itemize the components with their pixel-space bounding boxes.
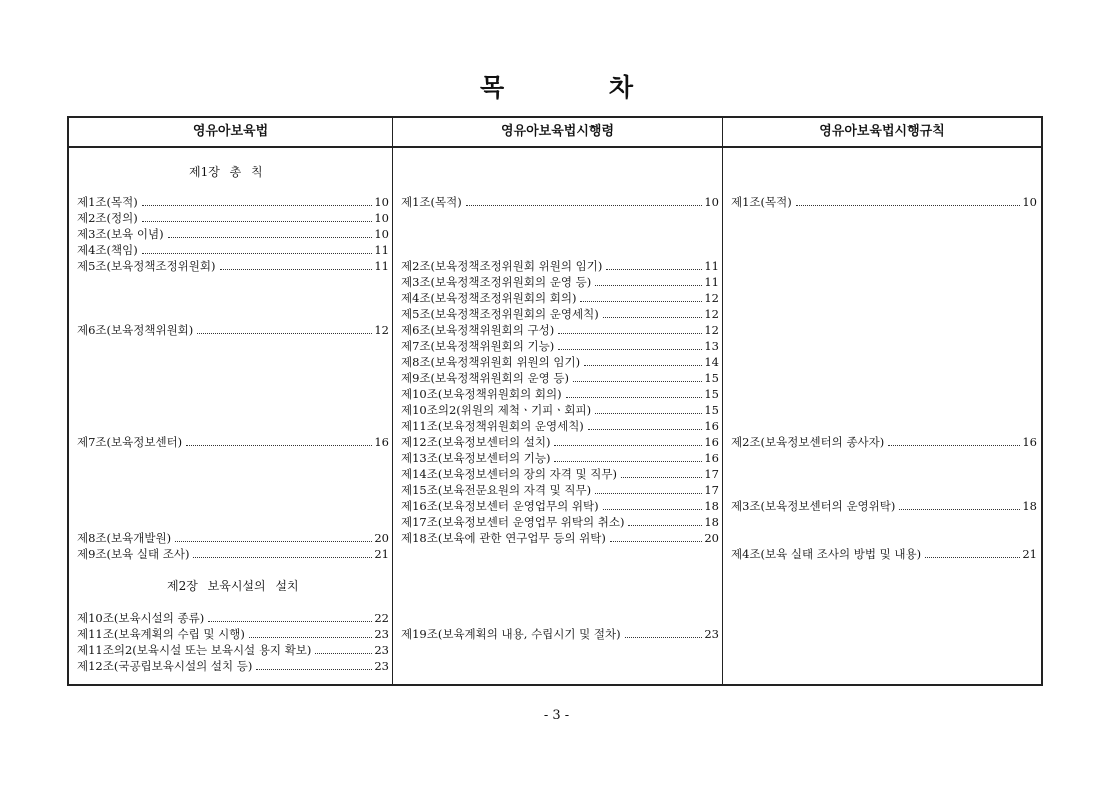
dot-leader [168, 237, 373, 238]
entry-label: 제7조(보육정보센터) [77, 435, 183, 449]
entry-label: 제10조의2(위원의 제척ㆍ기피ㆍ회피) [401, 403, 592, 417]
dot-leader [899, 509, 1020, 510]
entry-label: 제3조(보육정보센터의 운영위탁) [731, 499, 896, 513]
entry-page: 15 [704, 371, 719, 385]
entry-label: 제10조(보육시설의 종류) [77, 611, 205, 625]
dot-leader [595, 285, 702, 286]
dot-leader [558, 333, 702, 334]
entry-page: 16 [704, 435, 719, 449]
toc-entry [401, 402, 719, 418]
entry-page: 14 [704, 355, 719, 369]
dot-leader [603, 509, 703, 510]
toc-entry [401, 418, 719, 434]
entry-label: 제8조(보육정책위원회 위원의 임기) [401, 355, 581, 369]
entry-label: 제3조(보육 이념) [77, 227, 164, 241]
dot-leader [595, 413, 702, 414]
entry-page: 18 [704, 499, 719, 513]
column-header-law: 영유아보육법 [69, 118, 392, 148]
dot-leader [588, 429, 703, 430]
toc-entry [731, 498, 1037, 514]
dot-leader [193, 557, 372, 558]
toc-entry [731, 546, 1037, 562]
toc-entry [401, 370, 719, 386]
page-title: 목 차 [479, 73, 681, 102]
entry-label: 제16조(보육정보센터 운영업무의 위탁) [401, 499, 599, 513]
entry-label: 제17조(보육정보센터 운영업무 위탁의 취소) [401, 515, 625, 529]
entry-page: 12 [374, 323, 389, 337]
entry-page: 23 [704, 627, 719, 641]
entry-label: 제3조(보육정책조정위원회의 운영 등) [401, 275, 592, 289]
entry-page: 18 [704, 515, 719, 529]
dot-leader [621, 477, 702, 478]
toc-entry [77, 434, 389, 450]
toc-entry [401, 450, 719, 466]
page-number: - 3 - [543, 708, 570, 723]
entry-page: 13 [704, 339, 719, 353]
column-divider [392, 118, 393, 684]
chapter-heading: 제2장 보육시설의 설치 [167, 579, 299, 593]
toc-entry [77, 194, 389, 210]
entry-page: 17 [704, 483, 719, 497]
entry-label: 제2조(정의) [77, 211, 138, 225]
entry-page: 23 [374, 659, 389, 673]
dot-leader [175, 541, 372, 542]
toc-entry [401, 338, 719, 354]
dot-leader [142, 205, 373, 206]
toc-entry [731, 194, 1037, 210]
dot-leader [186, 445, 372, 446]
entry-label: 제19조(보육계획의 내용, 수립시기 및 절차) [401, 627, 621, 641]
toc-entry [401, 434, 719, 450]
entry-label: 제4조(책임) [77, 243, 138, 257]
entry-page: 17 [704, 467, 719, 481]
entry-label: 제7조(보육정책위원회의 기능) [401, 339, 555, 353]
dot-leader [625, 637, 703, 638]
toc-entry [401, 194, 719, 210]
entry-label: 제18조(보육에 관한 연구업무 등의 위탁) [401, 531, 606, 545]
toc-entry [401, 482, 719, 498]
entry-page: 21 [1022, 547, 1037, 561]
entry-label: 제11조(보육계획의 수립 및 시행) [77, 627, 245, 641]
dot-leader [610, 541, 702, 542]
entry-label: 제4조(보육 실태 조사의 방법 및 내용) [731, 547, 922, 561]
chapter-heading: 제1장 총 칙 [189, 165, 263, 179]
entry-label: 제1조(목적) [77, 195, 138, 209]
toc-entry [77, 210, 389, 226]
toc-entry [77, 242, 389, 258]
entry-label: 제2조(보육정보센터의 종사자) [731, 435, 885, 449]
entry-page: 10 [704, 195, 719, 209]
dot-leader [256, 669, 372, 670]
entry-label: 제6조(보육정책위원회) [77, 323, 194, 337]
toc-entry [401, 306, 719, 322]
entry-page: 16 [704, 419, 719, 433]
dot-leader [573, 381, 702, 382]
dot-leader [566, 397, 703, 398]
entry-label: 제11조(보육정책위원회의 운영세칙) [401, 419, 584, 433]
entry-page: 10 [374, 227, 389, 241]
entry-page: 11 [374, 259, 389, 273]
dot-leader [466, 205, 703, 206]
dot-leader [554, 461, 702, 462]
toc-entry [77, 322, 389, 338]
entry-page: 16 [374, 435, 389, 449]
dot-leader [584, 365, 702, 366]
entry-page: 10 [374, 195, 389, 209]
dot-leader [197, 333, 372, 334]
entry-label: 제10조(보육정책위원회의 회의) [401, 387, 562, 401]
toc-entry [401, 466, 719, 482]
toc-entry [401, 290, 719, 306]
entry-page: 15 [704, 387, 719, 401]
toc-entry [401, 530, 719, 546]
entry-page: 16 [704, 451, 719, 465]
column-divider [722, 118, 723, 684]
entry-page: 16 [1022, 435, 1037, 449]
toc-entry [401, 258, 719, 274]
dot-leader [554, 445, 702, 446]
entry-label: 제12조(국공립보육시설의 설치 등) [77, 659, 253, 673]
dot-leader [220, 269, 373, 270]
toc-entry [77, 626, 389, 642]
dot-leader [208, 621, 372, 622]
entry-page: 20 [704, 531, 719, 545]
dot-leader [603, 317, 703, 318]
entry-label: 제1조(목적) [401, 195, 462, 209]
entry-label: 제5조(보육정책조정위원회) [77, 259, 216, 273]
dot-leader [142, 253, 373, 254]
toc-entry [731, 434, 1037, 450]
column-header-rule: 영유아보육법시행규칙 [723, 118, 1041, 148]
toc-entry [77, 642, 389, 658]
entry-label: 제5조(보육정책조정위원회의 운영세칙) [401, 307, 599, 321]
dot-leader [580, 301, 702, 302]
entry-page: 12 [704, 323, 719, 337]
toc-entry [77, 530, 389, 546]
entry-page: 21 [374, 547, 389, 561]
entry-label: 제15조(보육전문요원의 자격 및 직무) [401, 483, 592, 497]
entry-page: 11 [704, 275, 719, 289]
toc-entry [401, 322, 719, 338]
entry-page: 18 [1022, 499, 1037, 513]
entry-label: 제6조(보육정책위원회의 구성) [401, 323, 555, 337]
toc-entry [401, 514, 719, 530]
entry-label: 제2조(보육정책조정위원회 위원의 임기) [401, 259, 603, 273]
dot-leader [925, 557, 1020, 558]
dot-leader [142, 221, 373, 222]
entry-label: 제8조(보육개발원) [77, 531, 172, 545]
entry-page: 23 [374, 627, 389, 641]
entry-page: 22 [374, 611, 389, 625]
dot-leader [558, 349, 702, 350]
dot-leader [606, 269, 702, 270]
entry-label: 제14조(보육정보센터의 장의 자격 및 직무) [401, 467, 617, 481]
dot-leader [249, 637, 372, 638]
entry-label: 제12조(보육정보센터의 설치) [401, 435, 551, 449]
entry-label: 제9조(보육정책위원회의 운영 등) [401, 371, 570, 385]
entry-page: 20 [374, 531, 389, 545]
entry-label: 제9조(보육 실태 조사) [77, 547, 190, 561]
toc-entry [77, 610, 389, 626]
dot-leader [888, 445, 1020, 446]
column-header-decree: 영유아보육법시행령 [393, 118, 722, 148]
toc-table [67, 116, 1043, 686]
entry-page: 12 [704, 291, 719, 305]
entry-page: 11 [374, 243, 389, 257]
dot-leader [315, 653, 372, 654]
entry-label: 제1조(목적) [731, 195, 792, 209]
entry-label: 제13조(보육정보센터의 기능) [401, 451, 551, 465]
toc-entry [401, 274, 719, 290]
dot-leader [595, 493, 702, 494]
dot-leader [628, 525, 702, 526]
toc-entry [77, 546, 389, 562]
entry-page: 12 [704, 307, 719, 321]
toc-entry [77, 258, 389, 274]
entry-page: 10 [374, 211, 389, 225]
entry-page: 15 [704, 403, 719, 417]
toc-entry [401, 386, 719, 402]
toc-entry [77, 226, 389, 242]
entry-page: 23 [374, 643, 389, 657]
toc-entry [401, 354, 719, 370]
toc-entry [77, 658, 389, 674]
dot-leader [796, 205, 1021, 206]
entry-page: 11 [704, 259, 719, 273]
entry-page: 10 [1022, 195, 1037, 209]
toc-entry [401, 626, 719, 642]
entry-label: 제11조의2(보육시설 또는 보육시설 용지 확보) [77, 643, 312, 657]
entry-label: 제4조(보육정책조정위원회의 회의) [401, 291, 577, 305]
toc-entry [401, 498, 719, 514]
